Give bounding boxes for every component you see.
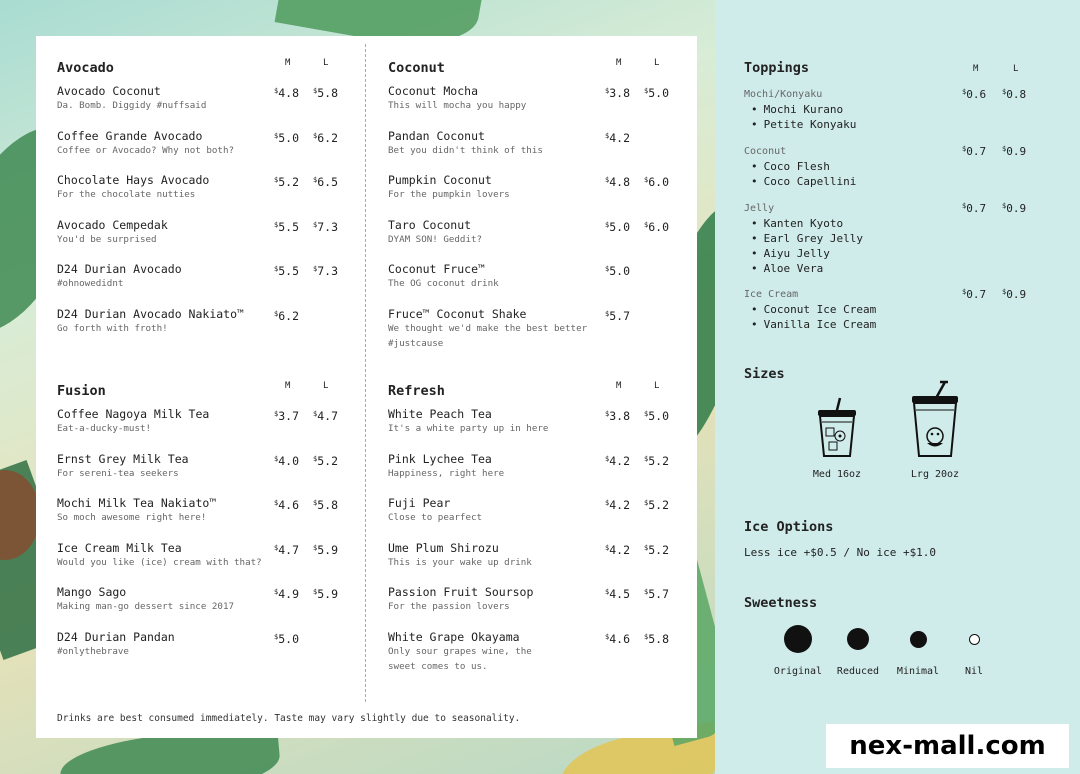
menu-item [57, 541, 347, 586]
menu-section [388, 60, 678, 352]
currency-symbol: $ [605, 499, 610, 508]
price-value: 6.2 [317, 130, 338, 145]
item-name: Pandan Coconut [388, 128, 485, 143]
currency-symbol: $ [274, 588, 279, 597]
item-description: This is your wake up drink [388, 556, 532, 568]
price-value: 3.8 [609, 409, 630, 423]
price-value: 4.7 [278, 542, 299, 557]
column-l-label: L [654, 58, 660, 68]
sizes-title: Sizes [744, 366, 785, 382]
price-large [644, 541, 669, 557]
item-name: Fruce™ Coconut Shake [388, 306, 527, 321]
topping-group-name: Mochi/Konyaku [744, 89, 823, 100]
item-name: Pumpkin Coconut [388, 173, 492, 188]
menu-item [57, 307, 347, 352]
menu-item [388, 218, 678, 263]
price-large [644, 452, 669, 468]
price-medium [274, 407, 299, 423]
item-description: #onlythebrave [57, 645, 129, 657]
item-description: The OG coconut drink [388, 278, 499, 290]
item-name: Avocado Cempedak [57, 217, 168, 232]
price-medium [605, 585, 630, 601]
price-value: 5.0 [609, 219, 630, 234]
currency-symbol: $ [644, 454, 649, 463]
item-name: Coffee Nagoya Milk Tea [57, 407, 210, 421]
price-value: 0.9 [1006, 202, 1027, 215]
price-large [644, 496, 669, 512]
currency-symbol: $ [313, 454, 318, 463]
sweetness-minimal-label: Minimal [896, 666, 940, 677]
menu-item [388, 585, 678, 630]
size-large [900, 380, 970, 480]
column-m-label: M [285, 58, 291, 68]
menu-item [388, 452, 678, 497]
currency-symbol: $ [274, 309, 279, 318]
menu-item [388, 262, 678, 307]
topping-price-medium [962, 202, 986, 215]
menu-section [388, 383, 678, 675]
currency-symbol: $ [962, 145, 967, 153]
item-name: Ice Cream Milk Tea [57, 540, 182, 555]
price-value: 5.2 [317, 453, 338, 468]
menu-item [57, 496, 347, 541]
menu-item [57, 173, 347, 218]
item-description: For the pumpkin lovers [388, 189, 510, 201]
topping-price-medium [962, 145, 986, 158]
price-medium [605, 407, 630, 423]
currency-symbol: $ [962, 202, 967, 210]
currency-symbol: $ [313, 543, 318, 552]
sweetness-original [768, 624, 828, 677]
topping-item: • Coco Flesh [744, 159, 1044, 174]
item-description: Go forth with froth! [57, 322, 168, 334]
item-description: So moch awesome right here! [57, 512, 207, 524]
topping-price-medium [962, 88, 986, 101]
currency-symbol: $ [313, 499, 318, 508]
currency-symbol: $ [274, 632, 279, 641]
price-value: 5.9 [317, 587, 338, 602]
item-description: Eat-a-ducky-must! [57, 423, 152, 434]
column-divider [365, 44, 366, 702]
column-m-label: M [285, 381, 291, 391]
price-value: 7.3 [317, 219, 338, 234]
price-medium [605, 630, 630, 646]
item-description: We thought we'd make the best better [388, 322, 588, 334]
menu-item [388, 496, 678, 541]
price-medium [274, 173, 299, 189]
currency-symbol: $ [605, 87, 610, 95]
currency-symbol: $ [274, 176, 279, 185]
price-medium [274, 84, 299, 100]
price-value: 5.7 [648, 587, 669, 602]
column-l-label: L [323, 381, 329, 391]
sweetness-original-label: Original [773, 666, 823, 677]
price-large [644, 630, 669, 646]
currency-symbol: $ [1002, 88, 1007, 96]
price-medium [274, 262, 299, 278]
topping-group-name: Coconut [744, 146, 787, 157]
topping-group [744, 145, 1044, 189]
price-value: 5.5 [278, 219, 299, 234]
currency-symbol: $ [313, 220, 318, 229]
watermark: nex-mall.com [826, 724, 1069, 768]
price-value: 6.5 [317, 175, 338, 190]
price-medium [605, 307, 630, 323]
price-medium [605, 541, 630, 557]
price-medium [605, 262, 630, 278]
price-value: 5.0 [648, 86, 669, 100]
currency-symbol: $ [274, 87, 279, 95]
item-name: White Grape Okayama [388, 629, 520, 644]
item-name: Mochi Milk Tea Nakiato™ [57, 496, 217, 511]
menu-section [57, 60, 347, 352]
item-description: Happiness, right here [388, 467, 505, 479]
column-l-label: L [323, 58, 329, 68]
topping-list [744, 159, 1044, 189]
currency-symbol: $ [605, 632, 610, 641]
sweetness-minimal [888, 624, 948, 677]
price-large [313, 129, 338, 145]
price-value: 5.0 [278, 130, 299, 145]
section-title: Avocado [57, 60, 114, 76]
price-large [644, 407, 669, 423]
currency-symbol: $ [644, 632, 649, 641]
menu-item [57, 84, 347, 129]
section-header [57, 60, 347, 84]
price-large [644, 173, 669, 189]
item-name: D24 Durian Avocado [57, 262, 182, 277]
menu-item [388, 541, 678, 586]
menu-item [388, 307, 678, 352]
item-description: Only sour grapes wine, the [388, 645, 532, 657]
price-value: 0.9 [1006, 288, 1027, 301]
sweetness-reduced [828, 624, 888, 677]
topping-group [744, 88, 1044, 132]
price-medium [274, 496, 299, 512]
topping-price-large [1002, 202, 1026, 215]
currency-symbol: $ [644, 176, 649, 185]
column-m-label: M [616, 58, 622, 68]
item-description: #ohnowedidnt [57, 278, 124, 290]
price-large [313, 585, 338, 601]
item-name: Ume Plum Shirozu [388, 540, 499, 555]
currency-symbol: $ [962, 288, 967, 296]
large-cup-icon [900, 380, 970, 463]
sweetness-reduced-icon [847, 628, 869, 650]
topping-list [744, 102, 1044, 132]
price-value: 0.8 [1006, 88, 1027, 101]
currency-symbol: $ [274, 410, 279, 418]
currency-symbol: $ [962, 88, 967, 96]
price-value: 4.2 [609, 542, 630, 557]
item-name: Pink Lychee Tea [388, 451, 492, 466]
sweetness-nil-label: Nil [964, 666, 984, 677]
right-panel [744, 0, 1054, 774]
currency-symbol: $ [313, 265, 318, 274]
price-value: 7.3 [317, 264, 338, 279]
price-value: 6.0 [648, 219, 669, 234]
item-description: Close to pearfect [388, 512, 483, 524]
price-large [644, 585, 669, 601]
price-value: 5.8 [317, 86, 338, 100]
topping-group-name: Ice Cream [744, 289, 799, 300]
price-medium [274, 630, 299, 646]
toppings-col-l: L [1013, 64, 1019, 74]
price-large [644, 218, 669, 234]
section-header [388, 60, 678, 84]
item-name: Coconut Mocha [388, 84, 479, 98]
sweetness-minimal-icon [910, 631, 927, 648]
price-medium [605, 84, 630, 100]
price-value: 4.5 [609, 587, 630, 602]
section-header [57, 383, 347, 407]
column-m-label: M [616, 381, 622, 391]
price-value: 4.8 [609, 175, 630, 190]
currency-symbol: $ [644, 87, 649, 95]
price-value: 0.6 [966, 88, 987, 101]
price-large [313, 452, 338, 468]
currency-symbol: $ [605, 410, 610, 418]
currency-symbol: $ [605, 220, 610, 229]
currency-symbol: $ [313, 588, 318, 597]
size-medium [802, 396, 872, 480]
currency-symbol: $ [313, 410, 318, 418]
price-value: 4.2 [609, 498, 630, 513]
price-medium [274, 541, 299, 557]
currency-symbol: $ [274, 454, 279, 463]
column-l-label: L [654, 381, 660, 391]
price-value: 4.2 [609, 453, 630, 468]
topping-item: • Coco Capellini [744, 174, 1044, 189]
price-value: 5.2 [648, 498, 669, 513]
price-value: 0.9 [1006, 145, 1027, 158]
toppings-col-m: M [973, 64, 979, 74]
menu-item [388, 84, 678, 129]
item-description: #justcause [388, 337, 444, 349]
currency-symbol: $ [1002, 288, 1007, 296]
menu-item [388, 173, 678, 218]
topping-item: • Aloe Vera [744, 261, 1044, 276]
price-value: 4.9 [278, 587, 299, 602]
price-large [313, 218, 338, 234]
price-large [313, 84, 338, 100]
item-name: Chocolate Hays Avocado [57, 173, 210, 188]
currency-symbol: $ [605, 265, 610, 274]
price-medium [605, 452, 630, 468]
topping-group-name: Jelly [744, 203, 775, 214]
item-name: Passion Fruit Soursop [388, 585, 534, 600]
price-value: 5.7 [609, 308, 630, 323]
item-name: Taro Coconut [388, 217, 472, 232]
currency-symbol: $ [605, 454, 610, 463]
price-value: 5.2 [648, 453, 669, 468]
topping-price-medium [962, 288, 986, 301]
section-header [388, 383, 678, 407]
footnote: Drinks are best consumed immediately. Taste may vary slightly due to seasonality. [57, 713, 521, 724]
item-description: Coffee or Avocado? Why not both? [57, 144, 235, 156]
price-medium [605, 218, 630, 234]
currency-symbol: $ [644, 410, 649, 418]
medium-cup-icon [802, 396, 872, 463]
price-large [313, 496, 338, 512]
price-value: 4.7 [317, 409, 338, 423]
ice-options-text: Less ice +$0.5 / No ice +$1.0 [744, 546, 937, 559]
price-medium [274, 307, 299, 323]
currency-symbol: $ [644, 543, 649, 552]
sweetness-nil-icon [969, 634, 980, 645]
price-medium [605, 496, 630, 512]
price-large [313, 173, 338, 189]
price-medium [605, 173, 630, 189]
topping-item: • Kanten Kyoto [744, 216, 1044, 231]
item-description: sweet comes to us. [388, 660, 488, 672]
section-title: Fusion [57, 383, 106, 399]
topping-item: • Aiyu Jelly [744, 246, 1044, 261]
price-medium [274, 585, 299, 601]
price-value: 5.0 [648, 409, 669, 423]
price-large [313, 262, 338, 278]
topping-price-large [1002, 145, 1026, 158]
price-medium [274, 452, 299, 468]
currency-symbol: $ [644, 220, 649, 229]
currency-symbol: $ [274, 265, 279, 274]
currency-symbol: $ [274, 499, 279, 508]
menu-item [388, 129, 678, 174]
item-name: D24 Durian Avocado Nakiato™ [57, 306, 244, 321]
currency-symbol: $ [274, 131, 279, 140]
item-name: Coconut Fruce™ [388, 262, 485, 277]
price-value: 5.8 [648, 631, 669, 646]
price-medium [274, 218, 299, 234]
price-value: 6.0 [648, 175, 669, 190]
price-medium [605, 129, 630, 145]
price-medium [274, 129, 299, 145]
item-name: Coffee Grande Avocado [57, 128, 203, 143]
currency-symbol: $ [1002, 145, 1007, 153]
section-title: Refresh [388, 383, 445, 399]
toppings-title: Toppings [744, 60, 810, 76]
price-value: 5.2 [278, 175, 299, 190]
currency-symbol: $ [274, 543, 279, 552]
price-value: 5.0 [278, 631, 299, 646]
price-large [644, 84, 669, 100]
menu-item [388, 407, 678, 452]
item-description: DYAM SON! Geddit? [388, 233, 483, 245]
currency-symbol: $ [313, 176, 318, 185]
price-large [313, 541, 338, 557]
sweetness-reduced-label: Reduced [836, 666, 880, 677]
menu-item [57, 407, 347, 452]
item-name: White Peach Tea [388, 407, 492, 421]
price-value: 4.6 [609, 631, 630, 646]
topping-group [744, 288, 1044, 332]
topping-item: • Petite Konyaku [744, 117, 1044, 132]
price-value: 5.0 [609, 264, 630, 279]
price-value: 5.8 [317, 498, 338, 513]
topping-price-large [1002, 288, 1026, 301]
price-value: 4.8 [278, 86, 299, 100]
currency-symbol: $ [313, 131, 318, 140]
price-value: 3.8 [609, 86, 630, 100]
item-name: Mango Sago [57, 585, 127, 600]
item-name: Fuji Pear [388, 496, 451, 511]
price-value: 3.7 [278, 409, 299, 423]
currency-symbol: $ [644, 499, 649, 508]
item-description: Making man-go dessert since 2017 [57, 601, 235, 613]
item-description: Da. Bomb. Diggidy #nuffsaid [57, 100, 207, 111]
price-value: 6.2 [278, 308, 299, 323]
price-value: 0.7 [966, 288, 987, 301]
currency-symbol: $ [644, 588, 649, 597]
item-description: Would you like (ice) cream with that? [57, 556, 262, 568]
item-description: For sereni-tea seekers [57, 467, 179, 479]
menu-item [57, 129, 347, 174]
menu-item [57, 218, 347, 263]
price-value: 0.7 [966, 202, 987, 215]
menu-section [57, 383, 347, 675]
topping-list [744, 302, 1044, 332]
currency-symbol: $ [605, 309, 610, 318]
price-value: 5.5 [278, 264, 299, 279]
price-value: 5.2 [648, 542, 669, 557]
item-name: Avocado Coconut [57, 84, 161, 98]
item-description: This will mocha you happy [388, 100, 527, 111]
item-description: For the passion lovers [388, 601, 510, 613]
item-description: It's a white party up in here [388, 423, 549, 434]
menu-item [57, 452, 347, 497]
topping-item: • Vanilla Ice Cream [744, 317, 1044, 332]
price-value: 4.2 [609, 130, 630, 145]
topping-item: • Mochi Kurano [744, 102, 1044, 117]
item-description: Bet you didn't think of this [388, 144, 543, 156]
sweetness-title: Sweetness [744, 595, 818, 611]
currency-symbol: $ [1002, 202, 1007, 210]
sweetness-nil [944, 624, 1004, 677]
topping-item: • Earl Grey Jelly [744, 231, 1044, 246]
currency-symbol: $ [313, 87, 318, 95]
item-description: For the chocolate nutties [57, 189, 196, 201]
section-title: Coconut [388, 60, 445, 76]
size-large-label: Lrg 20oz [910, 469, 960, 480]
currency-symbol: $ [274, 220, 279, 229]
price-value: 4.6 [278, 498, 299, 513]
menu-item [57, 630, 347, 675]
currency-symbol: $ [605, 543, 610, 552]
price-value: 5.9 [317, 542, 338, 557]
topping-group [744, 202, 1044, 276]
item-name: Ernst Grey Milk Tea [57, 451, 189, 466]
item-description: You'd be surprised [57, 233, 157, 245]
price-large [313, 407, 338, 423]
menu-item [388, 630, 678, 675]
sweetness-original-icon [784, 625, 812, 653]
price-value: 0.7 [966, 145, 987, 158]
menu-card [36, 36, 697, 738]
item-name: D24 Durian Pandan [57, 629, 175, 644]
currency-symbol: $ [605, 588, 610, 597]
size-medium-label: Med 16oz [812, 469, 862, 480]
price-value: 4.0 [278, 453, 299, 468]
topping-price-large [1002, 88, 1026, 101]
menu-item [57, 585, 347, 630]
ice-options-title: Ice Options [744, 519, 834, 535]
currency-symbol: $ [605, 176, 610, 185]
menu-item [57, 262, 347, 307]
currency-symbol: $ [605, 131, 610, 140]
topping-list [744, 216, 1044, 276]
topping-item: • Coconut Ice Cream [744, 302, 1044, 317]
